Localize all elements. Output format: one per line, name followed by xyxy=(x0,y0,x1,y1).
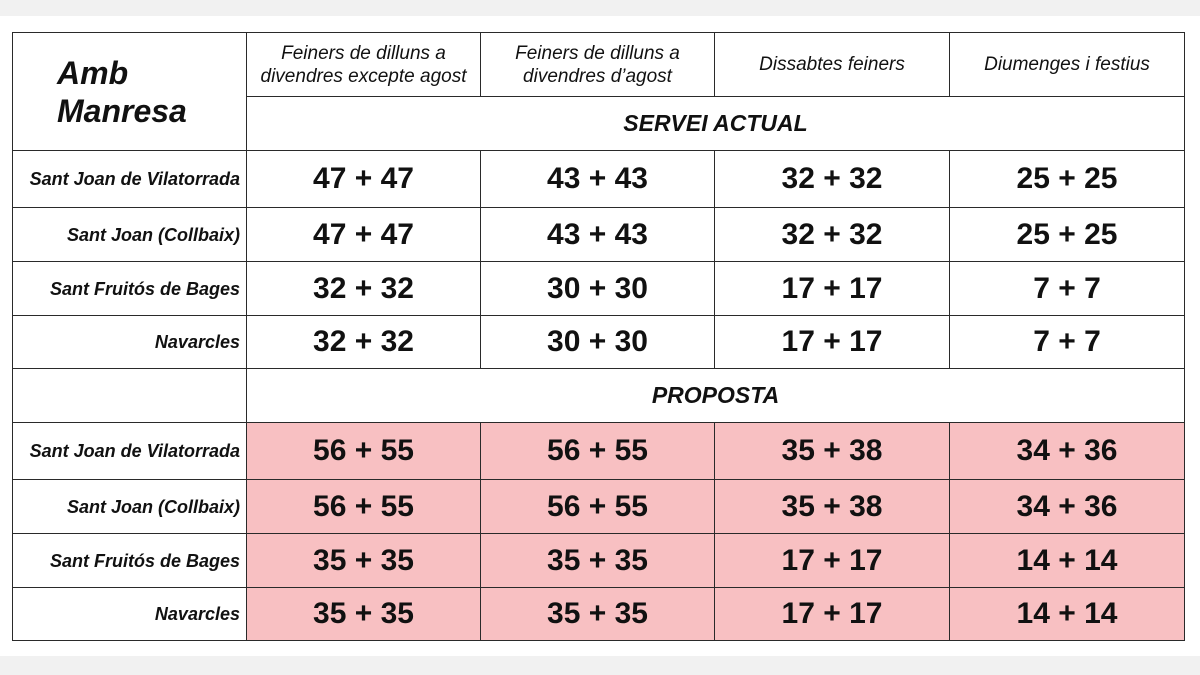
document-sheet xyxy=(0,16,1200,656)
row-label: Navarcles xyxy=(13,588,247,641)
table-cell: 35 + 38 xyxy=(715,480,950,534)
table-row xyxy=(13,316,1185,369)
table-cell: 32 + 32 xyxy=(715,208,950,262)
row-label: Sant Joan (Collbaix) xyxy=(13,208,247,262)
row-label: Sant Joan (Collbaix) xyxy=(13,480,247,534)
section-title-proposal: PROPOSTA xyxy=(247,369,1185,423)
table-cell: 56 + 55 xyxy=(247,423,481,480)
header-row xyxy=(13,33,1185,97)
row-label: Sant Fruitós de Bages xyxy=(13,534,247,588)
table-cell: 14 + 14 xyxy=(950,534,1185,588)
table-cell: 30 + 30 xyxy=(481,262,715,316)
table-cell: 34 + 36 xyxy=(950,423,1185,480)
table-cell: 32 + 32 xyxy=(247,262,481,316)
table-cell: 35 + 35 xyxy=(481,534,715,588)
table-cell: 47 + 47 xyxy=(247,208,481,262)
table-cell: 14 + 14 xyxy=(950,588,1185,641)
row-label: Navarcles xyxy=(13,316,247,369)
column-header: Diumenges i festius xyxy=(950,33,1185,97)
table-cell: 30 + 30 xyxy=(481,316,715,369)
table-cell: 17 + 17 xyxy=(715,316,950,369)
table-cell: 35 + 35 xyxy=(247,588,481,641)
table-cell: 56 + 55 xyxy=(481,423,715,480)
table-cell: 43 + 43 xyxy=(481,151,715,208)
blank-cell xyxy=(13,369,247,423)
table-cell: 25 + 25 xyxy=(950,151,1185,208)
table-row xyxy=(13,262,1185,316)
table-cell: 35 + 35 xyxy=(481,588,715,641)
table-cell: 7 + 7 xyxy=(950,262,1185,316)
corner-label: Amb Manresa xyxy=(13,33,247,151)
table-cell: 7 + 7 xyxy=(950,316,1185,369)
column-header: Dissabtes feiners xyxy=(715,33,950,97)
column-header: Feiners de dilluns a divendres d’agost xyxy=(481,33,715,97)
table-row xyxy=(13,208,1185,262)
table-cell: 43 + 43 xyxy=(481,208,715,262)
row-label: Sant Joan de Vilatorrada xyxy=(13,423,247,480)
table-row xyxy=(13,151,1185,208)
table-cell: 56 + 55 xyxy=(247,480,481,534)
table-cell: 35 + 38 xyxy=(715,423,950,480)
section-title-current: SERVEI ACTUAL xyxy=(247,97,1185,151)
section-row-proposal xyxy=(13,369,1185,423)
table-cell: 56 + 55 xyxy=(481,480,715,534)
table-row xyxy=(13,588,1185,641)
table-cell: 32 + 32 xyxy=(715,151,950,208)
row-label: Sant Fruitós de Bages xyxy=(13,262,247,316)
table-cell: 17 + 17 xyxy=(715,588,950,641)
table-cell: 17 + 17 xyxy=(715,262,950,316)
table-cell: 34 + 36 xyxy=(950,480,1185,534)
table-cell: 17 + 17 xyxy=(715,534,950,588)
table-cell: 25 + 25 xyxy=(950,208,1185,262)
table-row xyxy=(13,534,1185,588)
row-label: Sant Joan de Vilatorrada xyxy=(13,151,247,208)
schedule-table xyxy=(12,32,1185,641)
table-row xyxy=(13,480,1185,534)
table-cell: 47 + 47 xyxy=(247,151,481,208)
table-cell: 35 + 35 xyxy=(247,534,481,588)
table-row xyxy=(13,423,1185,480)
table-cell: 32 + 32 xyxy=(247,316,481,369)
column-header: Feiners de dilluns a divendres excepte agost xyxy=(247,33,481,97)
